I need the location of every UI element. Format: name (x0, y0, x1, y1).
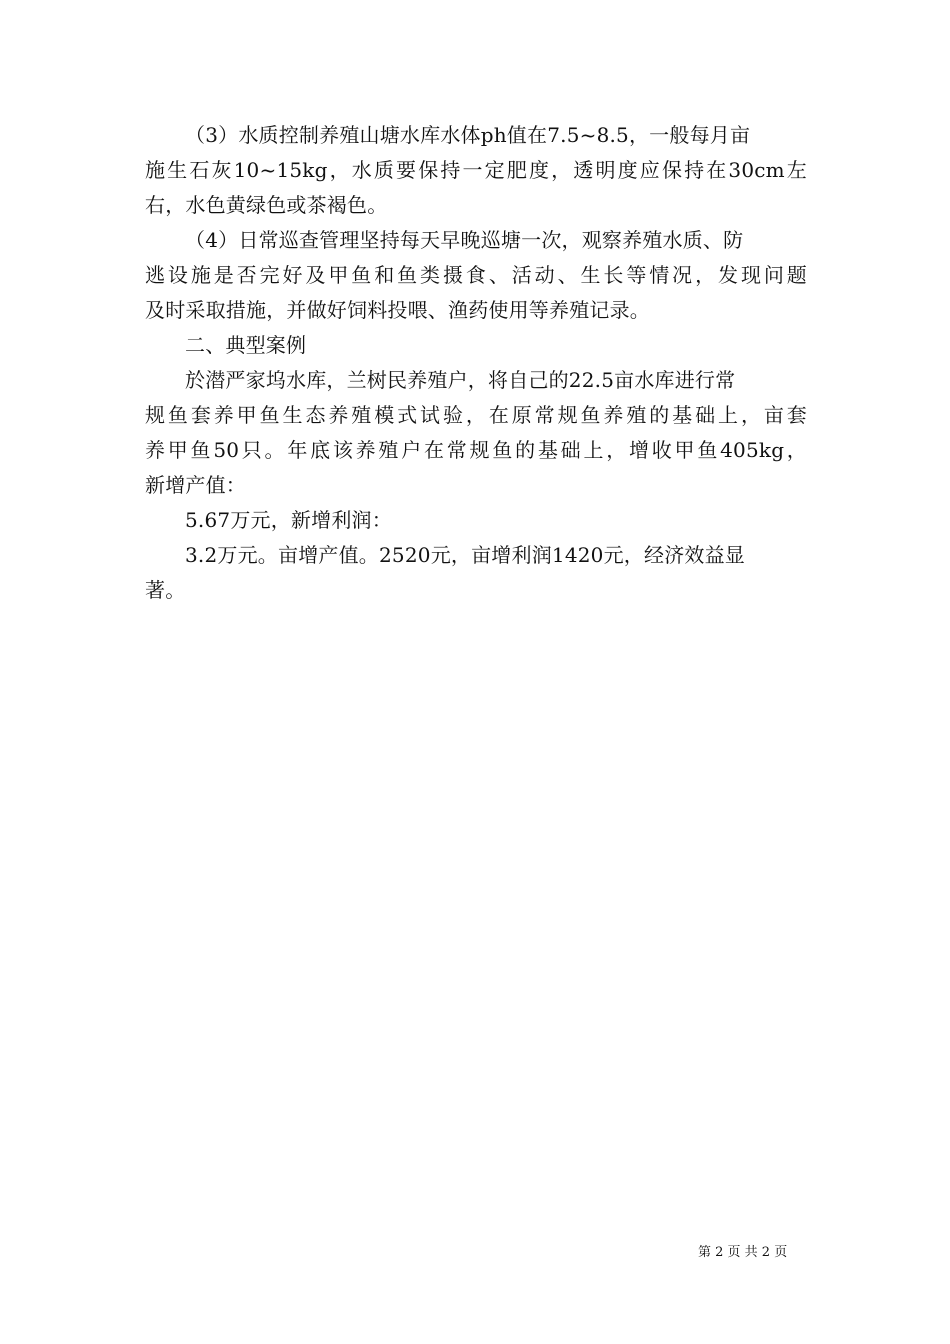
paragraph-3-line-3: 右，水色黄绿色或茶褐色。 (145, 193, 388, 217)
case-line-5: 5.67万元，新增利润： (185, 508, 392, 532)
paragraph-3-line-1: （3）水质控制养殖山塘水库水体ph值在7.5~8.5，一般每月亩 (185, 123, 751, 147)
paragraph-4-line-2: 逃设施是否完好及甲鱼和鱼类摄食、活动、生长等情况，发现问题 (145, 263, 807, 287)
section-heading: 二、典型案例 (185, 333, 307, 357)
paragraph-4-line-3: 及时采取措施，并做好饲料投喂、渔药使用等养殖记录。 (145, 298, 650, 322)
case-line-3: 养甲鱼50只。年底该养殖户在常规鱼的基础上，增收甲鱼405kg， (145, 438, 807, 462)
paragraph-3-line-2: 施生石灰10~15kg，水质要保持一定肥度，透明度应保持在30cm左 (145, 158, 807, 182)
paragraph-4-line-1: （4）日常巡查管理坚持每天早晚巡塘一次，观察养殖水质、防 (185, 228, 744, 252)
case-line-4: 新增产值： (145, 473, 246, 497)
document-body (145, 118, 807, 608)
case-line-7: 著。 (145, 578, 186, 602)
case-line-6: 3.2万元。亩增产值。2520元，亩增利润1420元，经济效益显 (185, 543, 746, 567)
case-line-1: 於潜严家坞水库，兰树民养殖户，将自己的22.5亩水库进行常 (185, 368, 736, 392)
page-number: 第 2 页 共 2 页 (698, 1245, 788, 1260)
case-line-2: 规鱼套养甲鱼生态养殖模式试验，在原常规鱼养殖的基础上，亩套 (145, 403, 807, 427)
